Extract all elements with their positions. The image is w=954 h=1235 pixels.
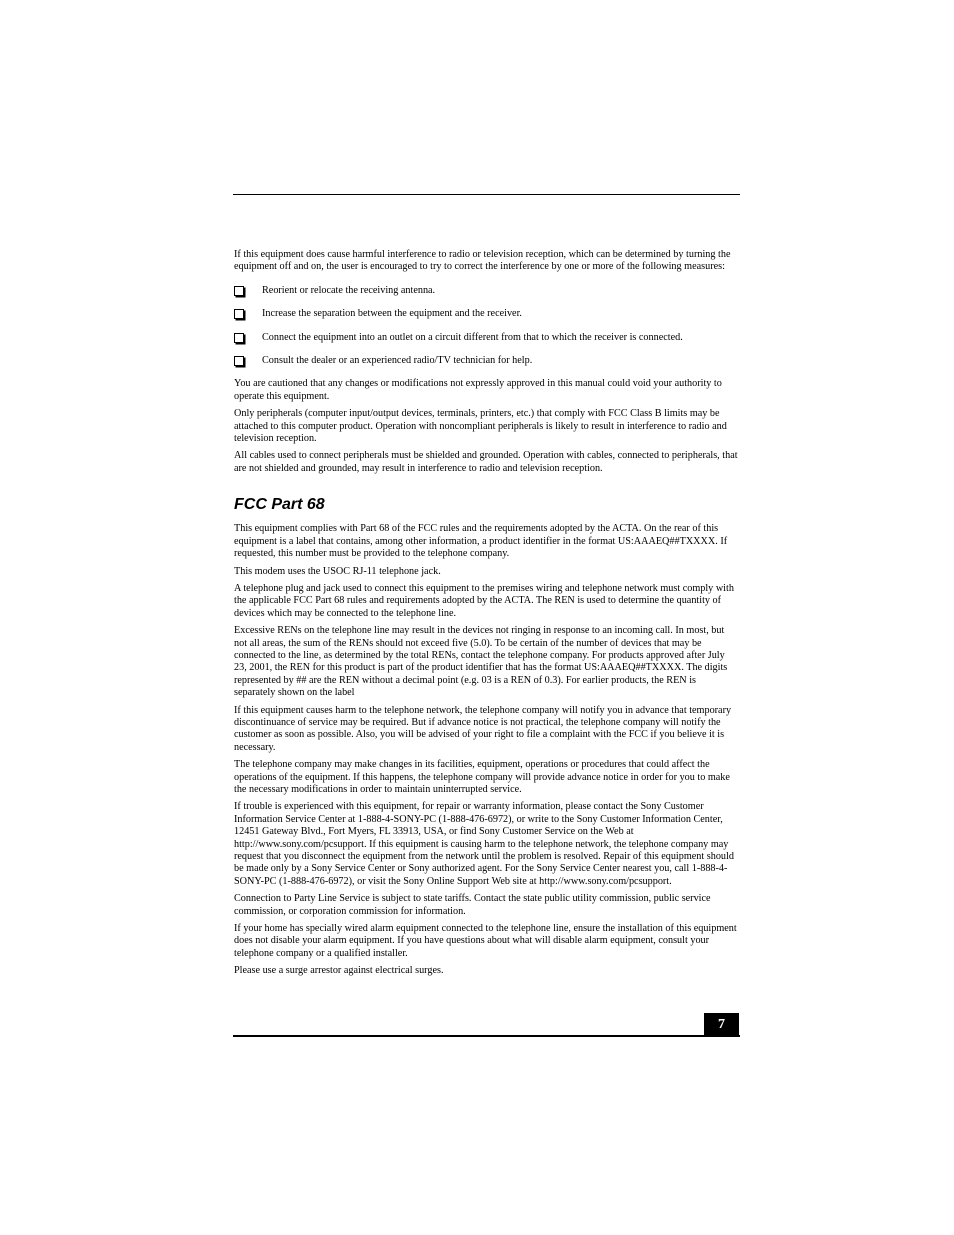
- plug-paragraph: A telephone plug and jack used to connect this equipment to the premises wiring and telephone network must comply with the applicable FCC Part 68 rules and requirements adopted by the ACTA. The REN is used to determine the quantity of devices which may be connected to the telephone line.: [234, 582, 734, 619]
- section-heading: FCC Part 68: [234, 496, 325, 514]
- checkbox-bullet-icon: [234, 333, 244, 343]
- measure-text: Connect the equipment into an outlet on a circuit different from that to which the receiver is connected.: [262, 331, 683, 343]
- alarm-paragraph: If your home has specially wired alarm equipment connected to the telephone line, ensure the installation of this equipment does not disable your alarm equipment. If you have questions about what will disable alarm equipment, consult your telephone company or a qualified installer.: [234, 923, 737, 959]
- caution-paragraph: You are cautioned that any changes or modifications not expressly approved in this manual could void your authority to operate this equipment.: [234, 378, 722, 402]
- jack-paragraph: This modem uses the USOC RJ-11 telephone jack.: [234, 565, 441, 577]
- peripherals-paragraph: Only peripherals (computer input/output devices, terminals, printers, etc.) that comply with FCC Class B limits may be attached to this computer product. Operation with noncompliant peripherals is likely to result in interference to radio and television reception.: [234, 408, 727, 445]
- checkbox-bullet-icon: [234, 286, 244, 296]
- compliance-paragraph: This equipment complies with Part 68 of the FCC rules and the requirements adopted by the ACTA. On the rear of this equipment is a label that contains, among other information, a product identifier in the format US:AAAEQ##TXXXX. If requested, this number must be provided to the telephone company.: [234, 523, 728, 560]
- list-item: [234, 308, 738, 320]
- page-number: 7: [704, 1013, 739, 1037]
- list-item: [234, 285, 738, 297]
- list-item: [234, 332, 738, 344]
- trouble-paragraph: If trouble is experienced with this equipment, for repair or warranty information, please contact the Sony Customer Information Service Center at 1-888-4-SONY-PC (1-888-476-6972), or write to the Sony Customer Information Center, 12451 Gateway Blvd., Fort Myers, FL 33913, USA, or find Sony Customer Service on the Web at http://www.sony.com/pcsupport. If this equipment is causing harm to the telephone network, the telephone company may request that you disconnect the equipment from the network until the problem is resolved. Repair of this equipment should be made only by a Sony Service Center or Sony authorized agent. For the Sony Service Center nearest you, call 1-888-4-SONY-PC (1-888-476-6972), or visit the Sony Online Support Web site at http://www.sony.com/pcsupport.: [234, 801, 734, 887]
- changes-paragraph: The telephone company may make changes in its facilities, equipment, operations or procedures that could affect the operations of the equipment. If this happens, the telephone company will provide advance notice in order for you to make the necessary modifications in order to maintain uninterrupted service.: [234, 759, 730, 795]
- footer: [233, 1013, 740, 1037]
- page-content: [234, 249, 738, 983]
- list-item: [234, 355, 738, 367]
- cables-paragraph: All cables used to connect peripherals must be shielded and grounded. Operation with cables, connected to peripherals, that are not shielded and grounded, may result in interference to radio and television reception.: [234, 450, 738, 474]
- measure-text: Increase the separation between the equipment and the receiver.: [262, 308, 522, 320]
- footer-rule: [233, 1035, 740, 1037]
- checkbox-bullet-icon: [234, 309, 244, 319]
- measure-text: Reorient or relocate the receiving antenna.: [262, 284, 436, 296]
- surge-paragraph: Please use a surge arrestor against electrical surges.: [234, 965, 444, 977]
- harm-paragraph: If this equipment causes harm to the telephone network, the telephone company will notify you in advance that temporary discontinuance of service may be required. But if advance notice is not practical, the telephone company will notify the customer as soon as possible. Also, you will be advised of your right to file a complaint with the FCC if you believe it is necessary.: [234, 704, 732, 753]
- measure-text: Consult the dealer or an experienced radio/TV technician for help.: [262, 355, 533, 367]
- party-line-paragraph: Connection to Party Line Service is subject to state tariffs. Contact the state public utility commission, public service commission, or corporation commission for information.: [234, 893, 711, 917]
- intro-paragraph: If this equipment does cause harmful interference to radio or television reception, which can be determined by turning the equipment off and on, the user is encouraged to try to correct the interference by one or more of the following measures:: [234, 249, 731, 273]
- header-rule: [233, 194, 740, 195]
- checkbox-bullet-icon: [234, 356, 244, 366]
- ren-paragraph: Excessive RENs on the telephone line may result in the devices not ringing in response to an incoming call. In most, but not all areas, the sum of the RENs should not exceed five (5.0). To be certain of the number of devices that may be connected to the line, as determined by the total RENs, contact the telephone company. For products approved after July 23, 2001, the REN for this product is part of the product identifier that has the format US:AAAEQ##TXXXX. The digits represented by ## are the REN without a decimal point (e.g. 03 is a REN of 0.3). For earlier products, the REN is separately shown on the label: [234, 625, 728, 699]
- measures-list: [234, 285, 738, 368]
